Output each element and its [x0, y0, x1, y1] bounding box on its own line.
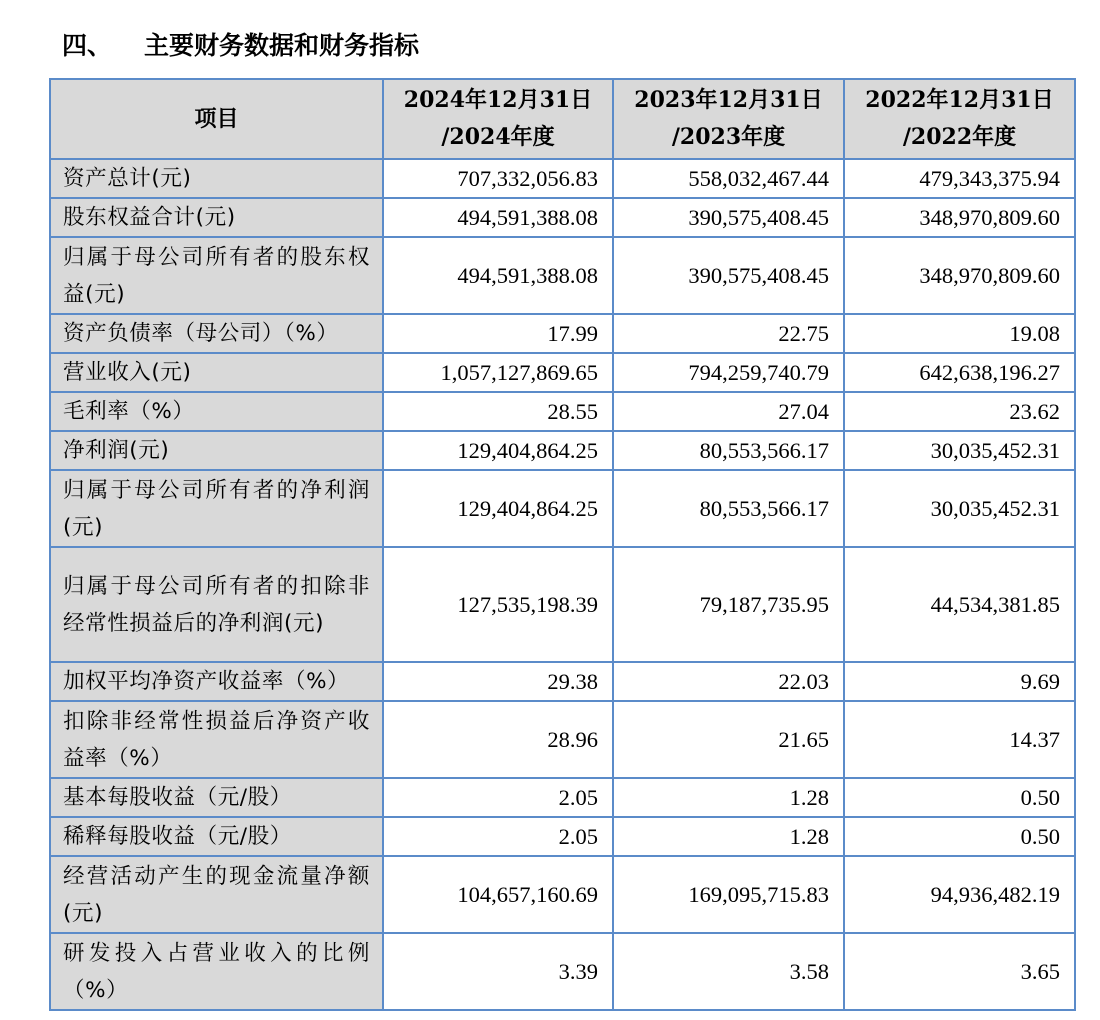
value-2024: 494,591,388.08	[383, 198, 613, 237]
value-2022: 479,343,375.94	[844, 159, 1075, 198]
row-label: 稀释每股收益（元/股）	[50, 817, 383, 856]
value-2023: 169,095,715.83	[613, 856, 844, 933]
value-2022: 0.50	[844, 778, 1075, 817]
table-row	[50, 701, 1075, 778]
table-row	[50, 856, 1075, 933]
row-label: 经营活动产生的现金流量净额(元)	[50, 856, 383, 933]
value-2023: 558,032,467.44	[613, 159, 844, 198]
row-label: 资产负债率（母公司）（%）	[50, 314, 383, 353]
value-2023: 1.28	[613, 778, 844, 817]
value-2024: 1,057,127,869.65	[383, 353, 613, 392]
row-label: 加权平均净资产收益率（%）	[50, 662, 383, 701]
value-2022: 642,638,196.27	[844, 353, 1075, 392]
value-2024: 494,591,388.08	[383, 237, 613, 314]
header-col-2022-year: /2022年度	[902, 124, 1017, 150]
value-2022: 0.50	[844, 817, 1075, 856]
value-2022: 348,970,809.60	[844, 198, 1075, 237]
value-2023: 80,553,566.17	[613, 431, 844, 470]
row-label: 股东权益合计(元)	[50, 198, 383, 237]
value-2023: 1.28	[613, 817, 844, 856]
value-2022: 30,035,452.31	[844, 470, 1075, 547]
value-2023: 21.65	[613, 701, 844, 778]
value-2024: 29.38	[383, 662, 613, 701]
value-2024: 17.99	[383, 314, 613, 353]
table-row	[50, 198, 1075, 237]
section-number: 四、	[62, 31, 113, 60]
financial-indicators-table	[49, 78, 1076, 1011]
value-2022: 23.62	[844, 392, 1075, 431]
value-2022: 9.69	[844, 662, 1075, 701]
table-row	[50, 353, 1075, 392]
header-item: 项目	[50, 79, 383, 159]
row-label: 毛利率（%）	[50, 392, 383, 431]
table-row	[50, 662, 1075, 701]
header-col-2024-date: 2024年12月31日	[403, 87, 593, 113]
table-row	[50, 159, 1075, 198]
value-2023: 80,553,566.17	[613, 470, 844, 547]
row-label: 归属于母公司所有者的净利润(元)	[50, 470, 383, 547]
table-row	[50, 392, 1075, 431]
value-2022: 19.08	[844, 314, 1075, 353]
value-2022: 3.65	[844, 933, 1075, 1010]
value-2024: 127,535,198.39	[383, 547, 613, 662]
value-2024: 28.55	[383, 392, 613, 431]
row-label: 基本每股收益（元/股）	[50, 778, 383, 817]
header-col-2023-date: 2023年12月31日	[634, 87, 823, 113]
header-col-2024	[383, 79, 613, 159]
value-2023: 390,575,408.45	[613, 237, 844, 314]
value-2022: 44,534,381.85	[844, 547, 1075, 662]
table-row	[50, 237, 1075, 314]
table-header-row	[50, 79, 1075, 159]
row-label: 营业收入(元)	[50, 353, 383, 392]
row-label: 扣除非经常性损益后净资产收益率（%）	[50, 701, 383, 778]
value-2023: 79,187,735.95	[613, 547, 844, 662]
value-2023: 27.04	[613, 392, 844, 431]
value-2022: 14.37	[844, 701, 1075, 778]
value-2024: 2.05	[383, 778, 613, 817]
value-2024: 3.39	[383, 933, 613, 1010]
value-2024: 129,404,864.25	[383, 431, 613, 470]
table-row	[50, 470, 1075, 547]
section-heading	[62, 24, 419, 64]
row-label: 归属于母公司所有者的股东权益(元)	[50, 237, 383, 314]
value-2023: 390,575,408.45	[613, 198, 844, 237]
value-2024: 2.05	[383, 817, 613, 856]
table-row	[50, 547, 1075, 662]
value-2022: 94,936,482.19	[844, 856, 1075, 933]
value-2024: 707,332,056.83	[383, 159, 613, 198]
value-2022: 30,035,452.31	[844, 431, 1075, 470]
table-row	[50, 933, 1075, 1010]
value-2023: 22.03	[613, 662, 844, 701]
table-row	[50, 817, 1075, 856]
row-label: 研发投入占营业收入的比例（%）	[50, 933, 383, 1010]
section-title: 主要财务数据和财务指标	[144, 31, 420, 60]
header-col-2024-year: /2024年度	[441, 124, 555, 150]
table-row	[50, 314, 1075, 353]
row-label: 归属于母公司所有者的扣除非经常性损益后的净利润(元)	[50, 547, 383, 662]
value-2023: 3.58	[613, 933, 844, 1010]
value-2024: 129,404,864.25	[383, 470, 613, 547]
header-col-2023-year: /2023年度	[671, 124, 786, 150]
value-2022: 348,970,809.60	[844, 237, 1075, 314]
table-row	[50, 431, 1075, 470]
value-2023: 22.75	[613, 314, 844, 353]
value-2024: 104,657,160.69	[383, 856, 613, 933]
table-row	[50, 778, 1075, 817]
row-label: 资产总计(元)	[50, 159, 383, 198]
header-col-2022-date: 2022年12月31日	[865, 87, 1054, 113]
value-2023: 794,259,740.79	[613, 353, 844, 392]
row-label: 净利润(元)	[50, 431, 383, 470]
header-col-2023	[613, 79, 844, 159]
header-col-2022	[844, 79, 1075, 159]
value-2024: 28.96	[383, 701, 613, 778]
